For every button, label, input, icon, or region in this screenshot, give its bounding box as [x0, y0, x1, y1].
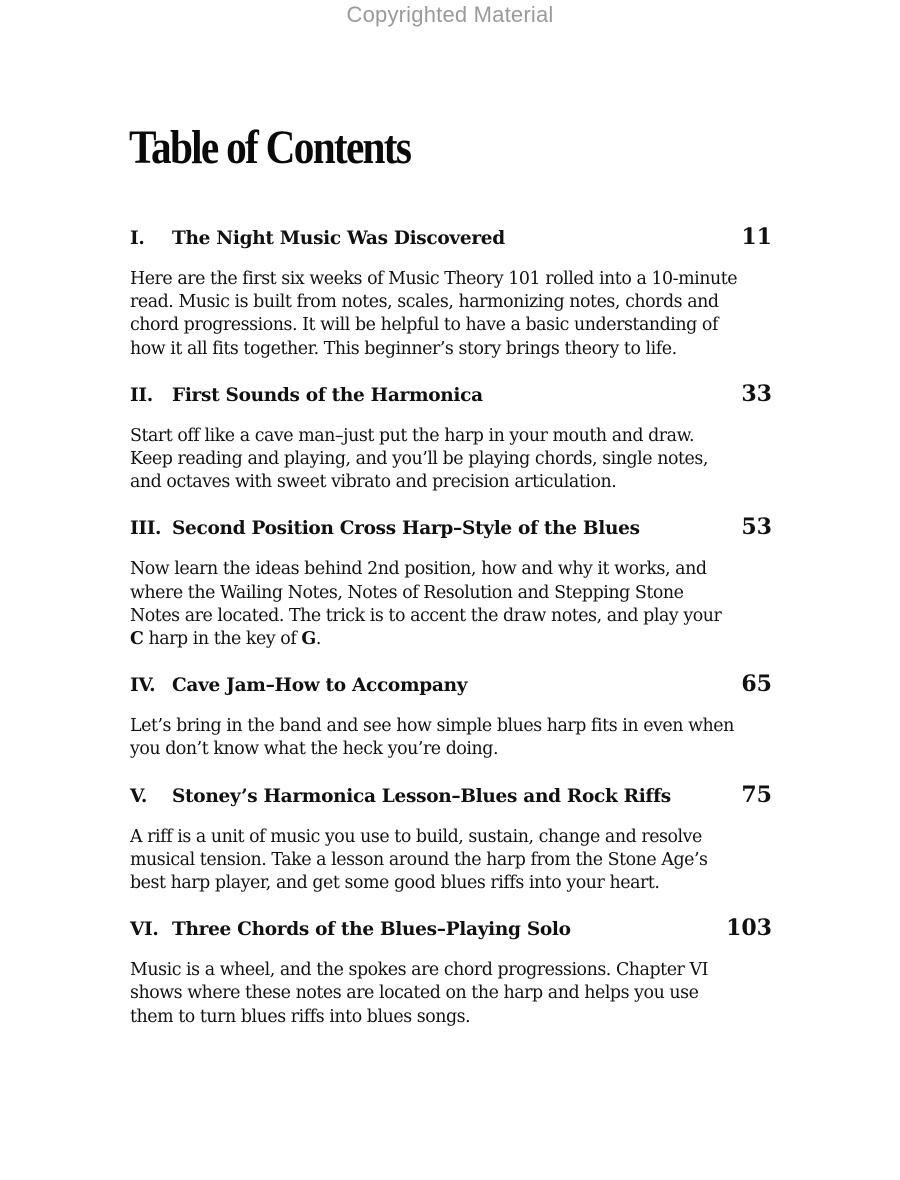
chapter-page-number: 103 — [726, 915, 772, 942]
description-line: musical tension. Take a lesson around the harp from the Stone Age’s — [130, 849, 708, 870]
toc-entry-header — [130, 671, 775, 701]
chapter-title: Cave Jam–How to Accompany — [172, 675, 468, 697]
chapter-description — [130, 558, 775, 651]
toc-entry-header — [130, 915, 775, 945]
chapter-heading — [130, 919, 571, 940]
chapter-heading — [130, 385, 483, 406]
chapter-description — [130, 826, 775, 896]
description-line: Notes are located. The trick is to accent the draw notes, and play your — [130, 605, 722, 626]
toc-entry — [130, 782, 775, 896]
chapter-heading — [130, 786, 671, 807]
toc-entry-header — [130, 381, 775, 411]
toc-entry — [130, 514, 775, 651]
description-text: harp in the key of — [143, 629, 302, 650]
page-title: Table of Contents — [129, 121, 411, 174]
description-line: Music is a wheel, and the spokes are chord progressions. Chapter VI — [130, 960, 709, 981]
music-key-g: G — [301, 629, 316, 650]
chapter-description — [130, 959, 775, 1029]
chapter-description — [130, 715, 775, 761]
harp-key-c: C — [130, 629, 144, 650]
chapter-description — [130, 268, 775, 361]
chapter-numeral: V. — [130, 785, 147, 807]
chapter-numeral: IV. — [130, 675, 156, 697]
description-line: A riff is a unit of music you use to build, sustain, change and resolve — [130, 826, 702, 847]
chapter-heading — [130, 228, 505, 249]
description-text: . — [315, 629, 321, 650]
toc-entry — [130, 224, 775, 361]
chapter-title: Second Position Cross Harp–Style of the Blues — [172, 518, 640, 540]
toc-entry — [130, 671, 775, 761]
description-line: Start off like a cave man–just put the harp in your mouth and draw. — [130, 425, 695, 446]
chapter-title: Three Chords of the Blues–Playing Solo — [172, 919, 571, 941]
description-line: and octaves with sweet vibrato and precision articulation. — [130, 472, 617, 493]
description-line: how it all fits together. This beginner’s story brings theory to life. — [130, 338, 677, 359]
toc-entry-header — [130, 224, 775, 254]
description-line: Keep reading and playing, and you’ll be playing chords, single notes, — [130, 449, 708, 470]
chapter-title: Stoney’s Harmonica Lesson–Blues and Rock Riffs — [172, 785, 671, 807]
chapter-title: First Sounds of the Harmonica — [172, 384, 483, 406]
chapter-page-number: 11 — [741, 224, 772, 250]
chapter-numeral: VI. — [130, 919, 159, 941]
description-line: them to turn blues riffs into blues songs. — [130, 1006, 471, 1027]
table-of-contents — [130, 224, 775, 1029]
chapter-numeral: I. — [130, 228, 145, 249]
chapter-page-number: 33 — [741, 380, 772, 407]
chapter-heading — [130, 518, 640, 539]
chapter-page-number: 75 — [741, 781, 772, 808]
description-line: read. Music is built from notes, scales, harmonizing notes, chords and — [130, 292, 719, 313]
chapter-title: The Night Music Was Discovered — [172, 228, 505, 249]
description-line: Let’s bring in the band and see how simple blues harp fits in even when — [130, 716, 734, 737]
toc-entry — [130, 381, 775, 495]
description-line: Here are the first six weeks of Music Theory 101 rolled into a 10-minute — [130, 269, 738, 289]
toc-entry — [130, 915, 775, 1029]
chapter-description — [130, 425, 775, 495]
description-line — [130, 628, 775, 651]
description-line: best harp player, and get some good blues riffs into your heart. — [130, 873, 660, 894]
description-line: chord progressions. It will be helpful to have a basic understanding of — [130, 315, 718, 336]
chapter-numeral: II. — [130, 384, 153, 406]
description-line: where the Wailing Notes, Notes of Resolution and Stepping Stone — [130, 582, 684, 603]
toc-entry-header — [130, 782, 775, 812]
description-line: you don’t know what the heck you’re doing. — [130, 739, 499, 760]
description-line: shows where these notes are located on the harp and helps you use — [130, 983, 699, 1004]
chapter-numeral: III. — [130, 518, 162, 540]
toc-entry-header — [130, 514, 775, 544]
copyright-watermark: Copyrighted Material — [346, 2, 554, 27]
description-line: Now learn the ideas behind 2nd position, how and why it works, and — [130, 559, 707, 580]
chapter-page-number: 65 — [741, 671, 772, 698]
chapter-page-number: 53 — [741, 514, 772, 541]
chapter-heading — [130, 675, 467, 696]
